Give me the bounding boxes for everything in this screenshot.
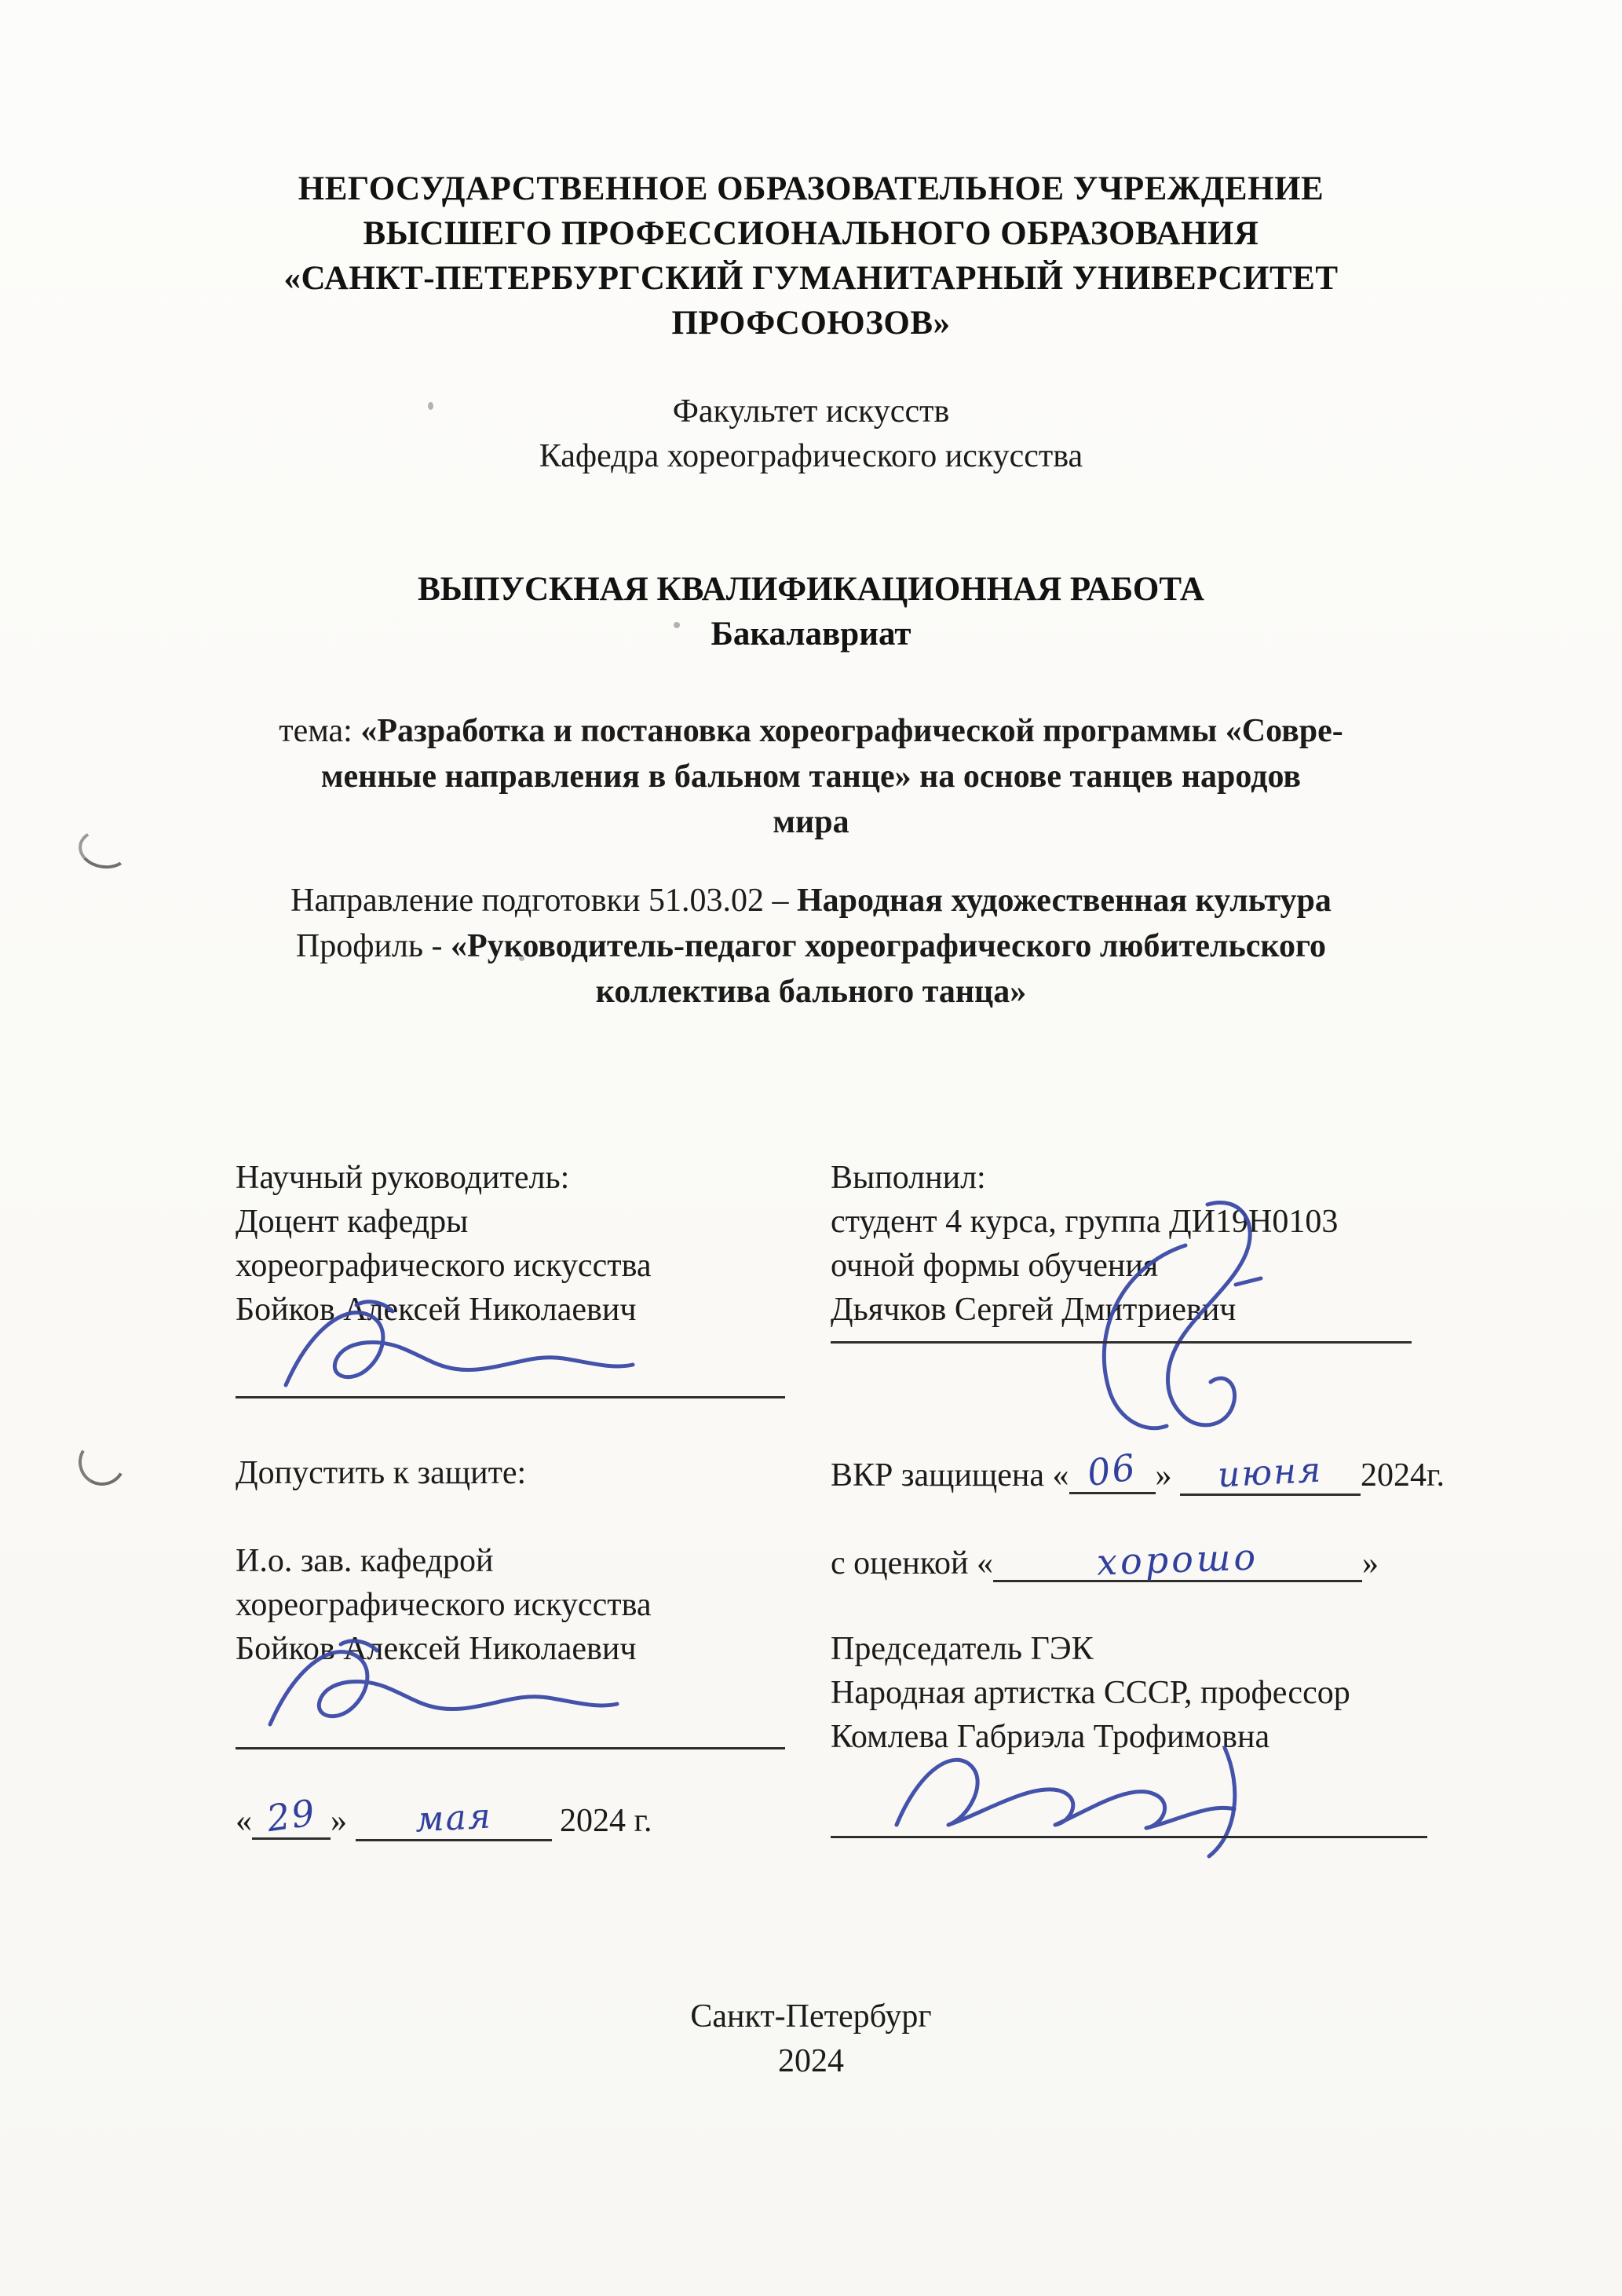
performer-label: Выполнил:	[831, 1160, 986, 1196]
grade-row	[831, 1535, 1537, 1585]
acting-head-signature-line	[236, 1716, 785, 1749]
direction-line	[0, 878, 1622, 923]
chairman-title: Народная артистка СССР, профессор	[831, 1675, 1350, 1711]
chairman-signature	[879, 1724, 1319, 1866]
footer-year: 2024	[778, 2043, 844, 2079]
acting-head-title: хореографического искусства	[236, 1587, 652, 1623]
profile-line: коллектива бального танца»	[595, 974, 1027, 1010]
work-type-title: ВЫПУСКНАЯ КВАЛИФИКАЦИОННАЯ РАБОТА	[418, 571, 1204, 608]
acting-head-title: И.о. зав. кафедрой	[236, 1543, 494, 1579]
faculty-department	[0, 389, 1622, 479]
defended-row	[831, 1445, 1537, 1497]
supervisor-label: Научный руководитель:	[236, 1160, 570, 1196]
date-year: 2024 г.	[560, 1803, 652, 1839]
topic-line: мира	[773, 804, 849, 840]
department-name: Кафедра хореографического искусства	[539, 438, 1083, 474]
defended-year: 2024г.	[1361, 1457, 1445, 1493]
grade-field	[993, 1535, 1362, 1584]
date-month-field	[356, 1798, 552, 1841]
profile-prefix: Профиль -	[295, 928, 451, 964]
topic-line: менные направления в бальном танце» на основе танцев народов	[320, 759, 1302, 795]
grade-suffix: »	[1362, 1545, 1379, 1581]
supervisor-position: хореографического искусства	[236, 1248, 652, 1284]
supervisor-signature-line	[236, 1365, 785, 1398]
defended-prefix: ВКР защищена «	[831, 1457, 1069, 1493]
footer-block	[0, 1994, 1622, 2084]
chairman-name: Комлева Габриэла Трофимовна	[831, 1719, 1270, 1755]
student-signature-line	[831, 1310, 1412, 1344]
defended-day-field	[1069, 1445, 1156, 1495]
defended-quote-close: »	[1155, 1457, 1172, 1493]
profile-value: «Руководитель-педагог хореографического любительского	[451, 928, 1327, 964]
admit-label: Допустить к защите:	[236, 1455, 527, 1491]
date-quote-close: »	[331, 1803, 347, 1839]
chairman-signature-line	[831, 1804, 1427, 1838]
left-date-row	[236, 1790, 848, 1843]
chairman-label: Председатель ГЭК	[831, 1631, 1094, 1667]
work-type-block	[0, 567, 1622, 656]
header-line: ПРОФСОЮЗОВ»	[671, 305, 951, 342]
hole-punch-mark	[74, 1434, 131, 1491]
header-line: «САНКТ-ПЕТЕРБУРГСКИЙ ГУМАНИТАРНЫЙ УНИВЕРСИТЕТ	[283, 260, 1339, 297]
direction-profile-block	[0, 878, 1622, 1015]
degree-level: Бакалавриат	[711, 616, 911, 653]
handwritten-grade: хорошо	[1096, 1535, 1259, 1584]
footer-city: Санкт-Петербург	[690, 1998, 932, 2035]
admit-block	[236, 1451, 848, 1495]
topic-text: «Разработка и постановка хореографической программы «Совре-	[360, 713, 1343, 749]
topic-prefix: тема:	[279, 713, 361, 749]
student-info: очной формы обучения	[831, 1248, 1159, 1284]
handwritten-defended-month: июня	[1217, 1450, 1324, 1496]
defended-month-field	[1180, 1450, 1361, 1496]
header-line: ВЫСШЕГО ПРОФЕССИОНАЛЬНОГО ОБРАЗОВАНИЯ	[363, 215, 1259, 252]
student-info: студент 4 курса, группа ДИ19Н0103	[831, 1204, 1339, 1240]
grade-prefix: с оценкой «	[831, 1545, 993, 1581]
direction-prefix: Направление подготовки 51.03.02 –	[290, 883, 797, 919]
header-line: НЕГОСУДАРСТВЕННОЕ ОБРАЗОВАТЕЛЬНОЕ УЧРЕЖДЕНИЕ	[298, 170, 1324, 207]
date-day-field	[252, 1790, 331, 1841]
topic-block	[0, 708, 1622, 845]
faculty-name: Факультет искусств	[672, 393, 950, 430]
handwritten-defended-day: 06	[1084, 1445, 1140, 1495]
student-name: Дьячков Сергей Дмитриевич	[831, 1292, 1237, 1328]
supervisor-name: Бойков Алексей Николаевич	[236, 1292, 637, 1328]
direction-value: Народная художественная культура	[796, 883, 1332, 919]
profile-line	[0, 923, 1622, 969]
handwritten-day: 29	[264, 1790, 319, 1841]
supervisor-position: Доцент кафедры	[236, 1204, 469, 1240]
handwritten-month: мая	[414, 1796, 493, 1841]
university-header	[0, 166, 1622, 345]
topic-line	[0, 708, 1622, 754]
date-quote-open: «	[236, 1803, 252, 1839]
acting-head-name: Бойков Алексей Николаевич	[236, 1631, 637, 1667]
